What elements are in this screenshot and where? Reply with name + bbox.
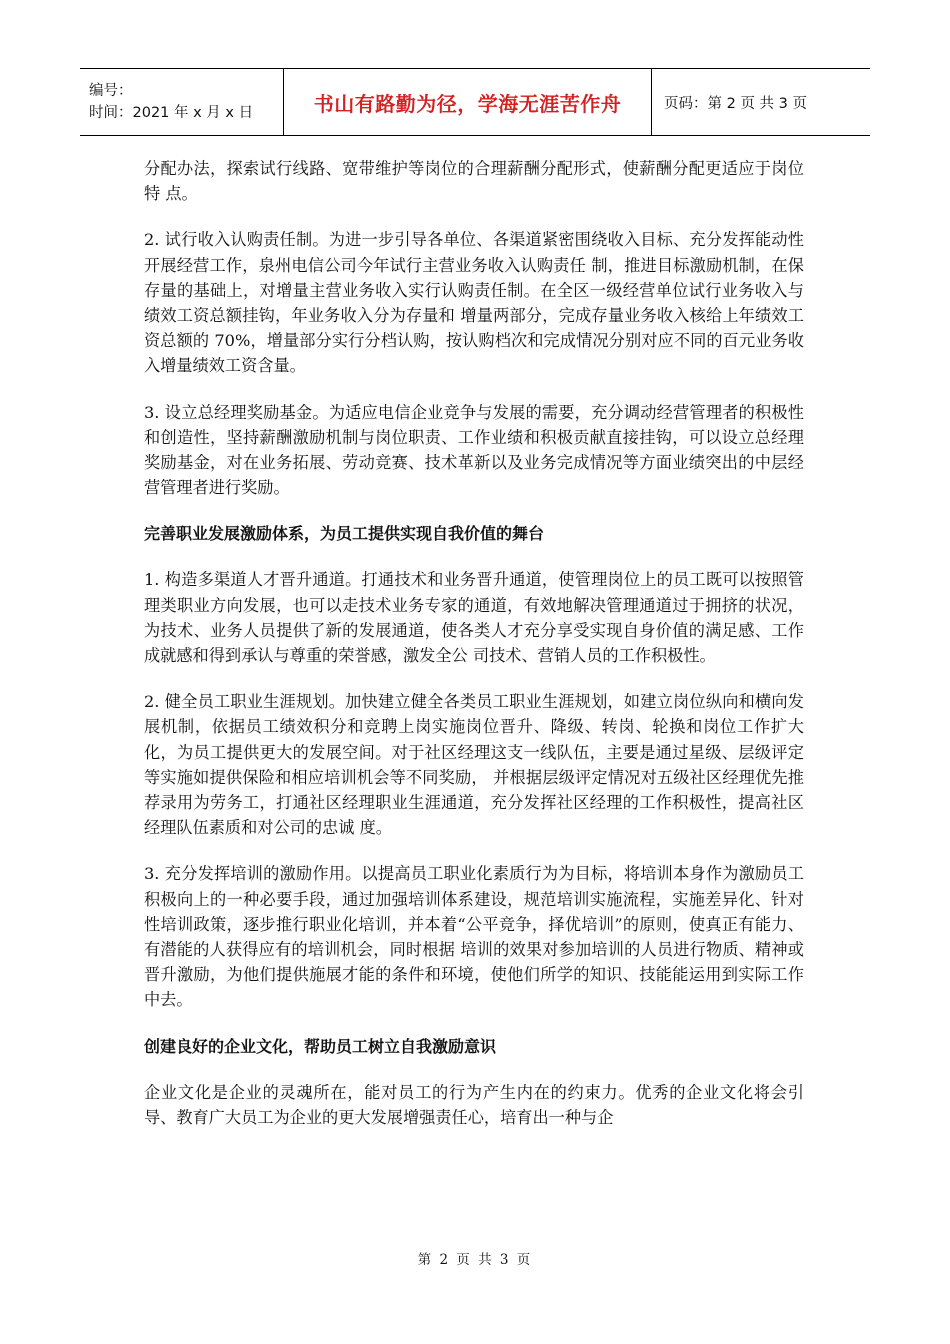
motto-text: 书山有路勤为径，学海无涯苦作舟 (313, 91, 622, 116)
header-motto-cell (284, 69, 652, 135)
header-page-cell (652, 69, 870, 135)
document-date: 时间：2021 年 x 月 x 日 (89, 105, 254, 121)
body-paragraph: 3. 设立总经理奖励基金。为适应电信企业竞争与发展的需要，充分调动经营管理者的积极性和创造性，坚持薪酬激励机制与岗位职责、工作业绩和积极贡献直接挂钩，可以设立总经理奖励基金，对在业务拓展、劳动竞赛、技术革新以及业务完成情况等方面业绩突出的中层经营管理者进行奖励。 (144, 402, 804, 498)
body-paragraph: 企业文化是企业的灵魂所在，能对员工的行为产生内在的约束力。优秀的企业文化将会引导、教育广大员工为企业的更大发展增强责任心，培育出一种与企 (144, 1082, 804, 1127)
page-footer: 第 2 页 共 3 页 (417, 1252, 533, 1268)
body-paragraph: 2. 试行收入认购责任制。为进一步引导各单位、各渠道紧密围绕收入目标、充分发挥能动性开展经营工作，泉州电信公司今年试行主营业务收入认购责任 制，推进目标激励机制，在保存量的基础上，对增量主营业务收入实行认购责任制。在全区一级经营单位试行业务收入与绩效工资总额挂钩，年业务收入分为存量和 增量两部分，完成存量业务收入核给上年绩效工资总额的 70%，增量部分实行分档认购，按认购档次和完成情况分别对应不同的百元业务收入增量绩效工资含量。 (144, 230, 804, 376)
body-paragraph: 分配办法，探索试行线路、宽带维护等岗位的合理薪酬分配形式，使薪酬分配更适应于岗位特 点。 (144, 159, 804, 204)
document-header (80, 68, 870, 136)
section-heading: 完善职业发展激励体系，为员工提供实现自我价值的舞台 (144, 524, 545, 544)
header-meta-cell (80, 69, 284, 135)
section-heading: 创建良好的企业文化，帮助员工树立自我激励意识 (144, 1036, 497, 1056)
document-number-label: 编号： (89, 83, 133, 99)
body-paragraph: 3. 充分发挥培训的激励作用。以提高员工职业化素质行为为目标，将培训本身作为激励员工积极向上的一种必要手段，通过加强培训体系建设，规范培训实施流程，实施差异化、针对性培训政策，逐步推行职业化培训，并本着“公平竞争，择优培训”的原则，使真正有能力、有潜能的人获得应有的培训机会，同时根据 培训的效果对参加培训的人员进行物质、精神或晋升激励，为他们提供施展才能的条件和环境，使他们所学的知识、技能能运用到实际工作中去。 (144, 864, 804, 1010)
header-page-info: 页码：第 2 页 共 3 页 (664, 95, 807, 112)
body-paragraph: 2. 健全员工职业生涯规划。加快建立健全各类员工职业生涯规划，如建立岗位纵向和横向发展机制，依据员工绩效积分和竞聘上岗实施岗位晋升、降级、转岗、轮换和岗位工作扩大化，为员工提供更大的发展空间。对于社区经理这支一线队伍，主要是通过星级、层级评定等实施如提供保险和相应培训机会等不同奖励， 并根据层级评定情况对五级社区经理优先推荐录用为劳务工，打通社区经理职业生涯通道，充分发挥社区经理的工作积极性，提高社区经理队伍素质和对公司的忠诚 度。 (144, 692, 804, 838)
document-body (144, 156, 804, 1151)
body-paragraph: 1. 构造多渠道人才晋升通道。打通技术和业务晋升通道，使管理岗位上的员工既可以按照管理类职业方向发展，也可以走技术业务专家的通道，有效地解决管理通道过于拥挤的状况，为技术、业务人员提供了新的发展通道，使各类人才充分享受实现自身价值的满足感、工作成就感和得到承认与尊重的荣誉感，激发全公 司技术、营销人员的工作积极性。 (144, 570, 804, 666)
